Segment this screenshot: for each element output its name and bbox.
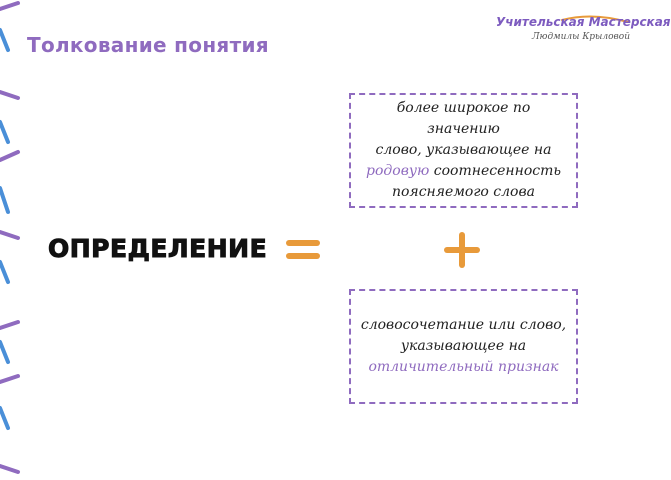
box1-line4: поясняемого слова [391, 184, 535, 200]
differentia-definition-box [349, 289, 578, 404]
box2-highlight: отличительный признак [368, 359, 559, 375]
box1-line2: слово, указывающее на [375, 142, 552, 158]
box2-line2: указывающее на [400, 338, 527, 354]
box1-line3-rest: соотнесенность [429, 163, 561, 179]
logo-main-text: Учительская Мастерская [496, 15, 671, 29]
equals-sign [286, 240, 320, 260]
slide-title: Толкование понятия [27, 33, 269, 57]
term-heading: ОПРЕДЕЛЕНИЕ [48, 234, 268, 263]
box2-line1: словосочетание или слово, [360, 317, 567, 333]
genus-definition-box [349, 93, 578, 208]
brand-logo [492, 14, 671, 48]
plus-sign [444, 232, 480, 268]
logo-sub-text: Людмилы Крыловой [532, 32, 630, 42]
box1-line1: более широкое по значению [396, 100, 531, 137]
box1-highlight: родовую [366, 163, 430, 179]
decorative-strokes [0, 0, 30, 480]
